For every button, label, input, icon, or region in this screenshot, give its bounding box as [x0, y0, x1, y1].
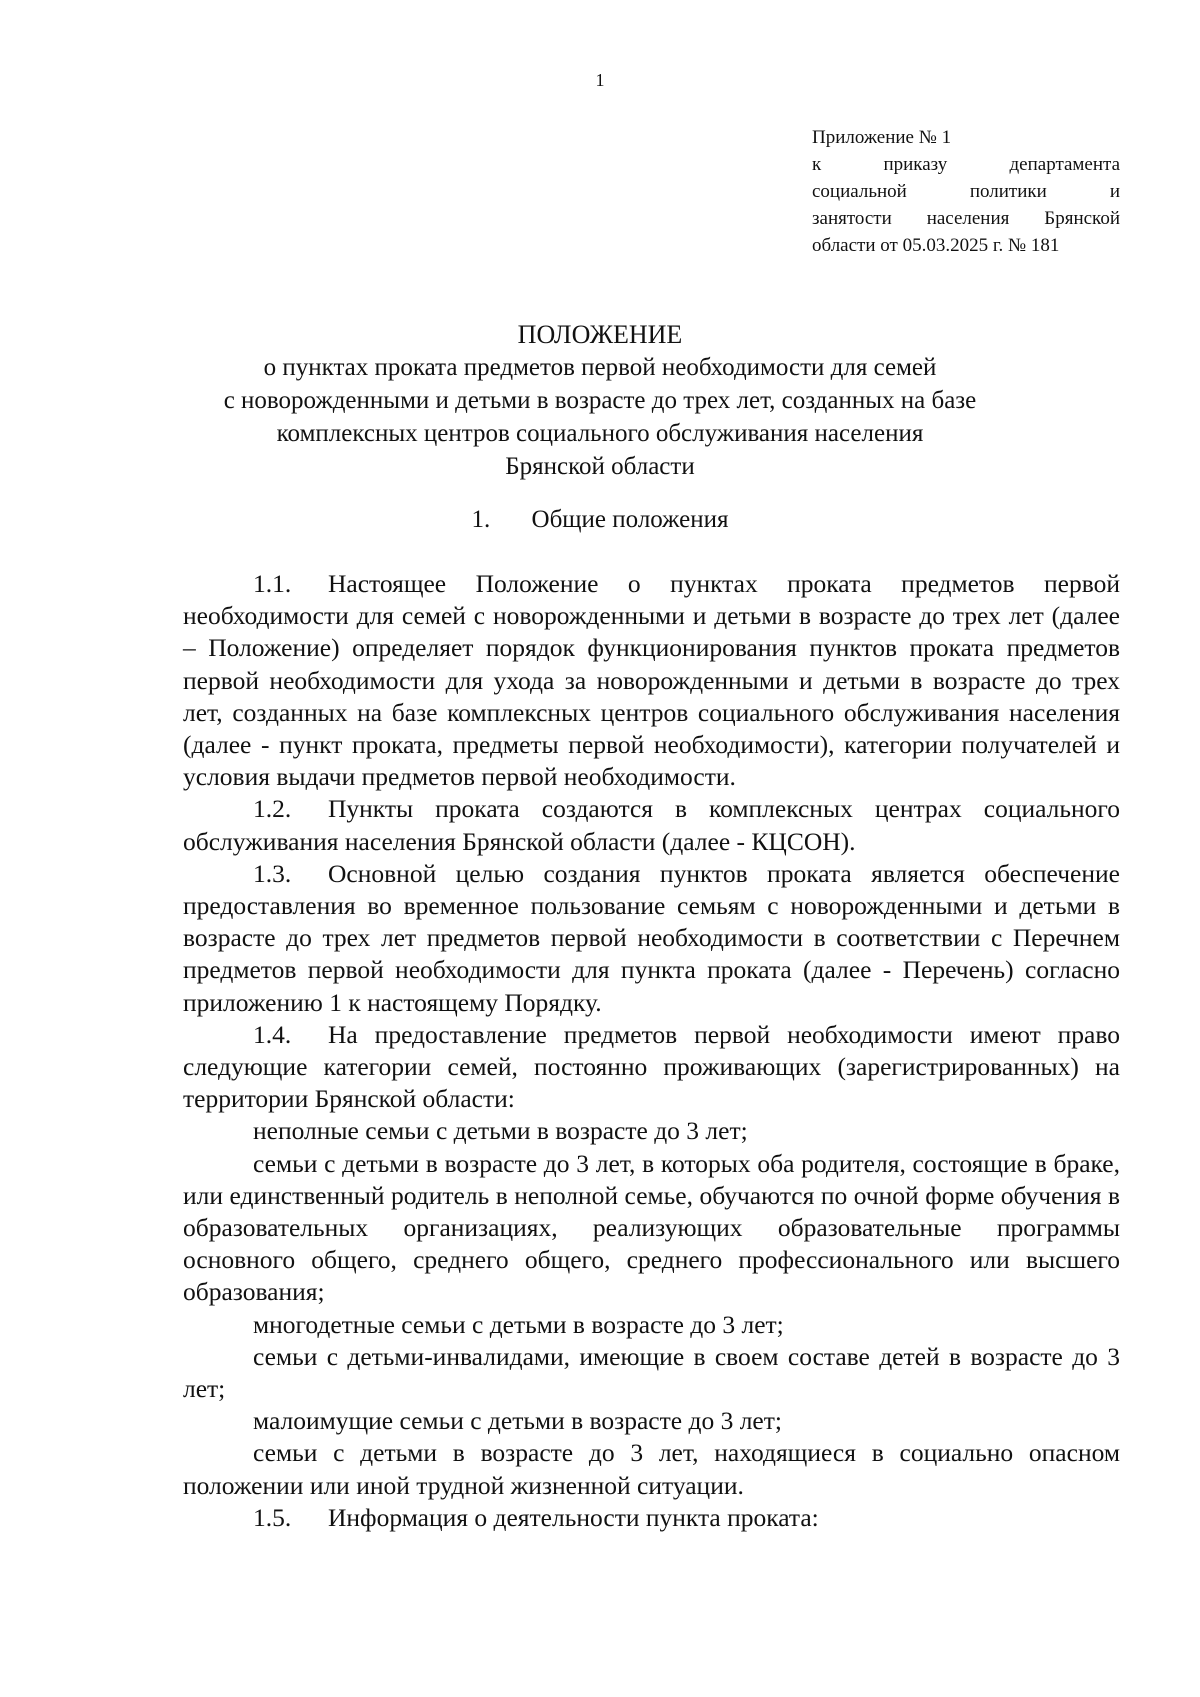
list-item-large-families: многодетные семьи с детьми в возрасте до 3 лет; — [253, 1309, 784, 1339]
section-body — [183, 568, 1120, 1534]
list-item-difficult-situation: семьи с детьми в возрасте до 3 лет, находящиеся в социально опасном положении или иной трудной жизненной ситуации. — [183, 1438, 1120, 1500]
paragraph-label: 1.5. — [253, 1502, 292, 1532]
paragraph-1-2 — [183, 793, 1120, 857]
paragraph-1-4 — [183, 1019, 1120, 1116]
title-main: ПОЛОЖЕНИЕ — [517, 320, 683, 349]
appendix-block — [812, 124, 1120, 259]
appendix-line-3: социальной политики и — [812, 181, 1120, 202]
paragraph-label: 1.4. — [253, 1019, 292, 1049]
appendix-line-1: Приложение № 1 — [812, 127, 952, 148]
paragraph-1-5 — [183, 1502, 1120, 1534]
title-line-1: о пунктах проката предметов первой необходимости для семей — [263, 354, 937, 381]
paragraph-label: 1.1. — [253, 569, 292, 598]
title-line-4: Брянской области — [505, 453, 695, 480]
appendix-line-5: области от 05.03.2025 г. № 181 — [812, 235, 1060, 256]
appendix-line-2: к приказу департамента — [812, 154, 1120, 175]
paragraph-label: 1.2. — [253, 794, 292, 824]
document-title — [0, 318, 1200, 483]
paragraph-text: Информация о деятельности пункта проката: — [328, 1502, 819, 1532]
paragraph-1-1 — [183, 568, 1120, 793]
paragraph-text: Настоящее Положение о пунктах проката предметов первой необходимости для семей с новорожденными и детьми в возрасте до трех лет (далее – Положение) определяет порядок функционирования пунктов проката предметов первой необходимости для ухода за новорожденными и детьми в возрасте до трех лет, созданных на базе комплексных центров социального обслуживания населения (далее - пункт проката, предметы первой необходимости), категории получателей и условия выдачи предметов первой необходимости. — [183, 569, 1120, 792]
list-item-students: семьи с детьми в возрасте до 3 лет, в которых оба родителя, состоящие в браке, или единственный родитель в неполной семье, обучаются по очной форме обучения в образовательных организациях, реализующих образовательные программы основного общего, среднего общего, среднего профессионального или высшего образования; — [183, 1148, 1120, 1307]
paragraph-text: Основной целью создания пунктов проката является обеспечение предоставления во временное пользование семьям с новорожденными и детьми в возрасте до трех лет предметов первой необходимости в соответствии с Перечнем предметов первой необходимости для пункта проката (далее - Перечень) согласно приложению 1 к настоящему Порядку. — [183, 858, 1120, 1017]
paragraph-text: На предоставление предметов первой необходимости имеют право следующие категории семей, постоянно проживающих (зарегистрированных) на территории Брянской области: — [183, 1019, 1120, 1114]
title-line-2: с новорожденными и детьми в возрасте до трех лет, созданных на базе — [223, 387, 977, 414]
section-heading — [0, 503, 1200, 536]
section-number: 1. — [471, 506, 491, 533]
paragraph-text: Пункты проката создаются в комплексных центрах социального обслуживания населения Брянской области (далее - КЦСОН). — [183, 794, 1120, 856]
appendix-line-4: занятости населения Брянской — [812, 208, 1120, 229]
list-item-disabled-children: семьи с детьми-инвалидами, имеющие в своем составе детей в возрасте до 3 лет; — [183, 1341, 1120, 1404]
paragraph-label: 1.3. — [253, 858, 292, 888]
list-item-low-income: малоимущие семьи с детьми в возрасте до 3 лет; — [253, 1406, 782, 1436]
section-title: Общие положения — [531, 506, 729, 533]
title-line-3: комплексных центров социального обслуживания населения — [276, 420, 924, 447]
paragraph-1-3 — [183, 858, 1120, 1019]
page-number: 1 — [595, 70, 605, 90]
list-item-single-parent: неполные семьи с детьми в возрасте до 3 лет; — [253, 1116, 748, 1146]
